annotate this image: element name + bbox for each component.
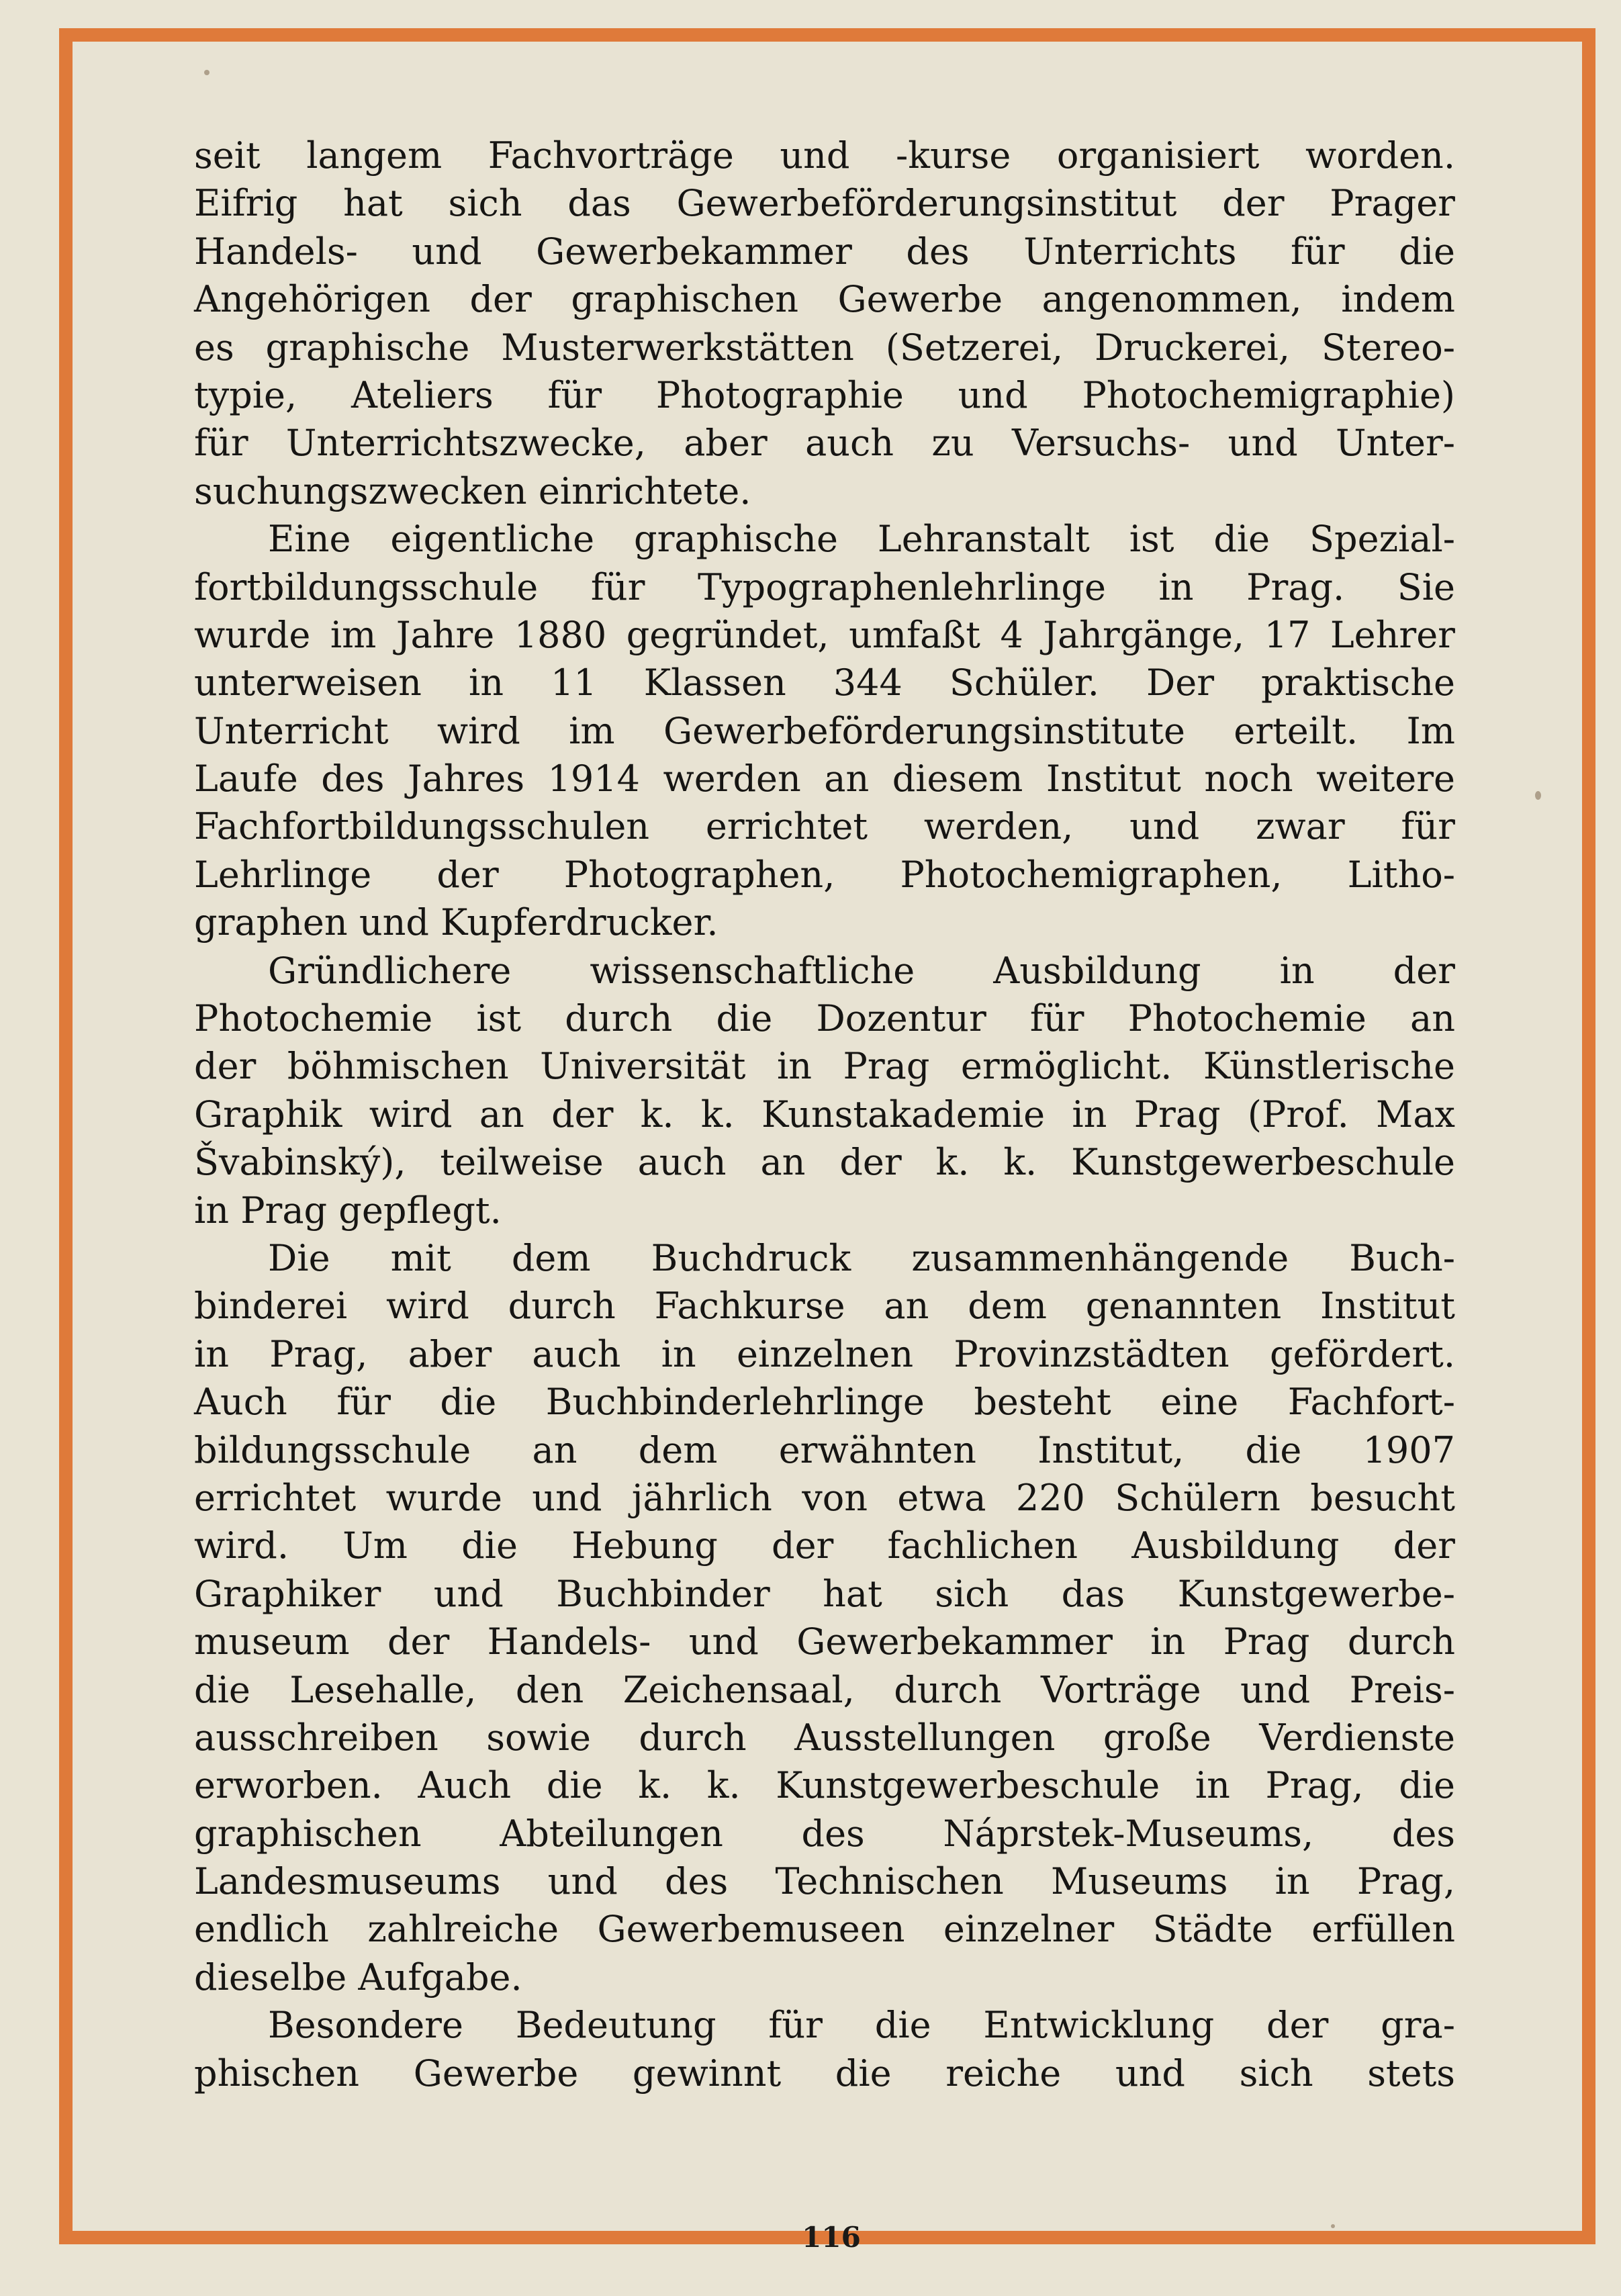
text-line: graphen und Kupferdrucker. [194,901,719,944]
text-line: Handels- und Gewerbekammer des Unterrichts für die [194,230,1455,273]
text-line: die Lesehalle, den Zeichensaal, durch Vorträge und Preis- [194,1668,1455,1711]
text-line: erworben. Auch die k. k. Kunstgewerbeschule in Prag, die [194,1764,1455,1807]
text-line: Švabinský), teilweise auch an der k. k. Kunstgewerbeschule [194,1141,1455,1184]
text-line: Eine eigentliche graphische Lehranstalt ist die Spezial- [268,518,1455,561]
page-number: 116 [802,2221,861,2254]
text-line: unterweisen in 11 Klassen 344 Schüler. Der praktische [194,661,1455,704]
text-line: Gründlichere wissenschaftliche Ausbildung in der [268,949,1455,992]
text-line: Unterricht wird im Gewerbeförderungsinstitute erteilt. Im [194,709,1455,752]
text-line: museum der Handels- und Gewerbekammer in Prag durch [194,1620,1455,1663]
text-line: Lehrlinge der Photographen, Photochemigraphen, Litho- [194,853,1455,896]
paper-speck [204,70,210,75]
text-line: phischen Gewerbe gewinnt die reiche und sich stets [194,2052,1455,2095]
text-line: Landesmuseums und des Technischen Museums in Prag, [194,1860,1455,1903]
text-line: seit langem Fachvorträge und -kurse organisiert worden. [194,134,1455,177]
text-line: Eifrig hat sich das Gewerbeförderungsinstitut der Prager [194,182,1455,225]
text-line: binderei wird durch Fachkurse an dem genannten Institut [194,1285,1455,1328]
text-line: ausschreiben sowie durch Ausstellungen große Verdienste [194,1716,1455,1759]
paper-speck [1535,791,1541,800]
text-line: der böhmischen Universität in Prag ermöglicht. Künstlerische [194,1045,1455,1088]
text-line: endlich zahlreiche Gewerbemuseen einzelner Städte erfüllen [194,1908,1455,1951]
paper-speck [1331,2224,1335,2228]
text-line: graphischen Abteilungen des Náprstek-Museums, des [194,1812,1455,1855]
text-line: wurde im Jahre 1880 gegründet, umfaßt 4 Jahrgänge, 17 Lehrer [194,613,1455,656]
text-line: Photochemie ist durch die Dozentur für Photochemie an [194,997,1455,1040]
text-line: wird. Um die Hebung der fachlichen Ausbildung der [194,1524,1455,1567]
text-line: es graphische Musterwerkstätten (Setzerei, Druckerei, Stereo- [194,326,1455,369]
text-line: Besondere Bedeutung für die Entwicklung der gra- [268,2004,1455,2047]
text-line: für Unterrichtszwecke, aber auch zu Versuchs- und Unter- [194,422,1455,465]
text-line: dieselbe Aufgabe. [194,1956,522,1999]
text-line: bildungsschule an dem erwähnten Institut, die 1907 [194,1428,1455,1471]
text-line: in Prag, aber auch in einzelnen Provinzstädten gefördert. [194,1332,1455,1375]
text-line: Angehörigen der graphischen Gewerbe angenommen, indem [194,278,1455,321]
text-line: Auch für die Buchbinderlehrlinge besteht eine Fachfort- [194,1381,1455,1424]
text-line: Graphiker und Buchbinder hat sich das Kunstgewerbe- [194,1572,1455,1615]
text-line: Graphik wird an der k. k. Kunstakademie in Prag (Prof. Max [194,1093,1455,1136]
text-line: suchungszwecken einrichtete. [194,469,751,512]
text-line: Laufe des Jahres 1914 werden an diesem Institut noch weitere [194,757,1455,800]
text-line: errichtet wurde und jährlich von etwa 220 Schülern besucht [194,1476,1455,1519]
text-line: typie, Ateliers für Photographie und Photochemigraphie) [194,373,1455,416]
text-line: Fachfortbildungsschulen errichtet werden, und zwar für [194,805,1455,848]
text-line: fortbildungsschule für Typographenlehrlinge in Prag. Sie [194,565,1455,608]
text-line: in Prag gepflegt. [194,1189,502,1232]
text-line: Die mit dem Buchdruck zusammenhängende Buch- [268,1236,1455,1279]
body-text-block [194,132,1455,2097]
